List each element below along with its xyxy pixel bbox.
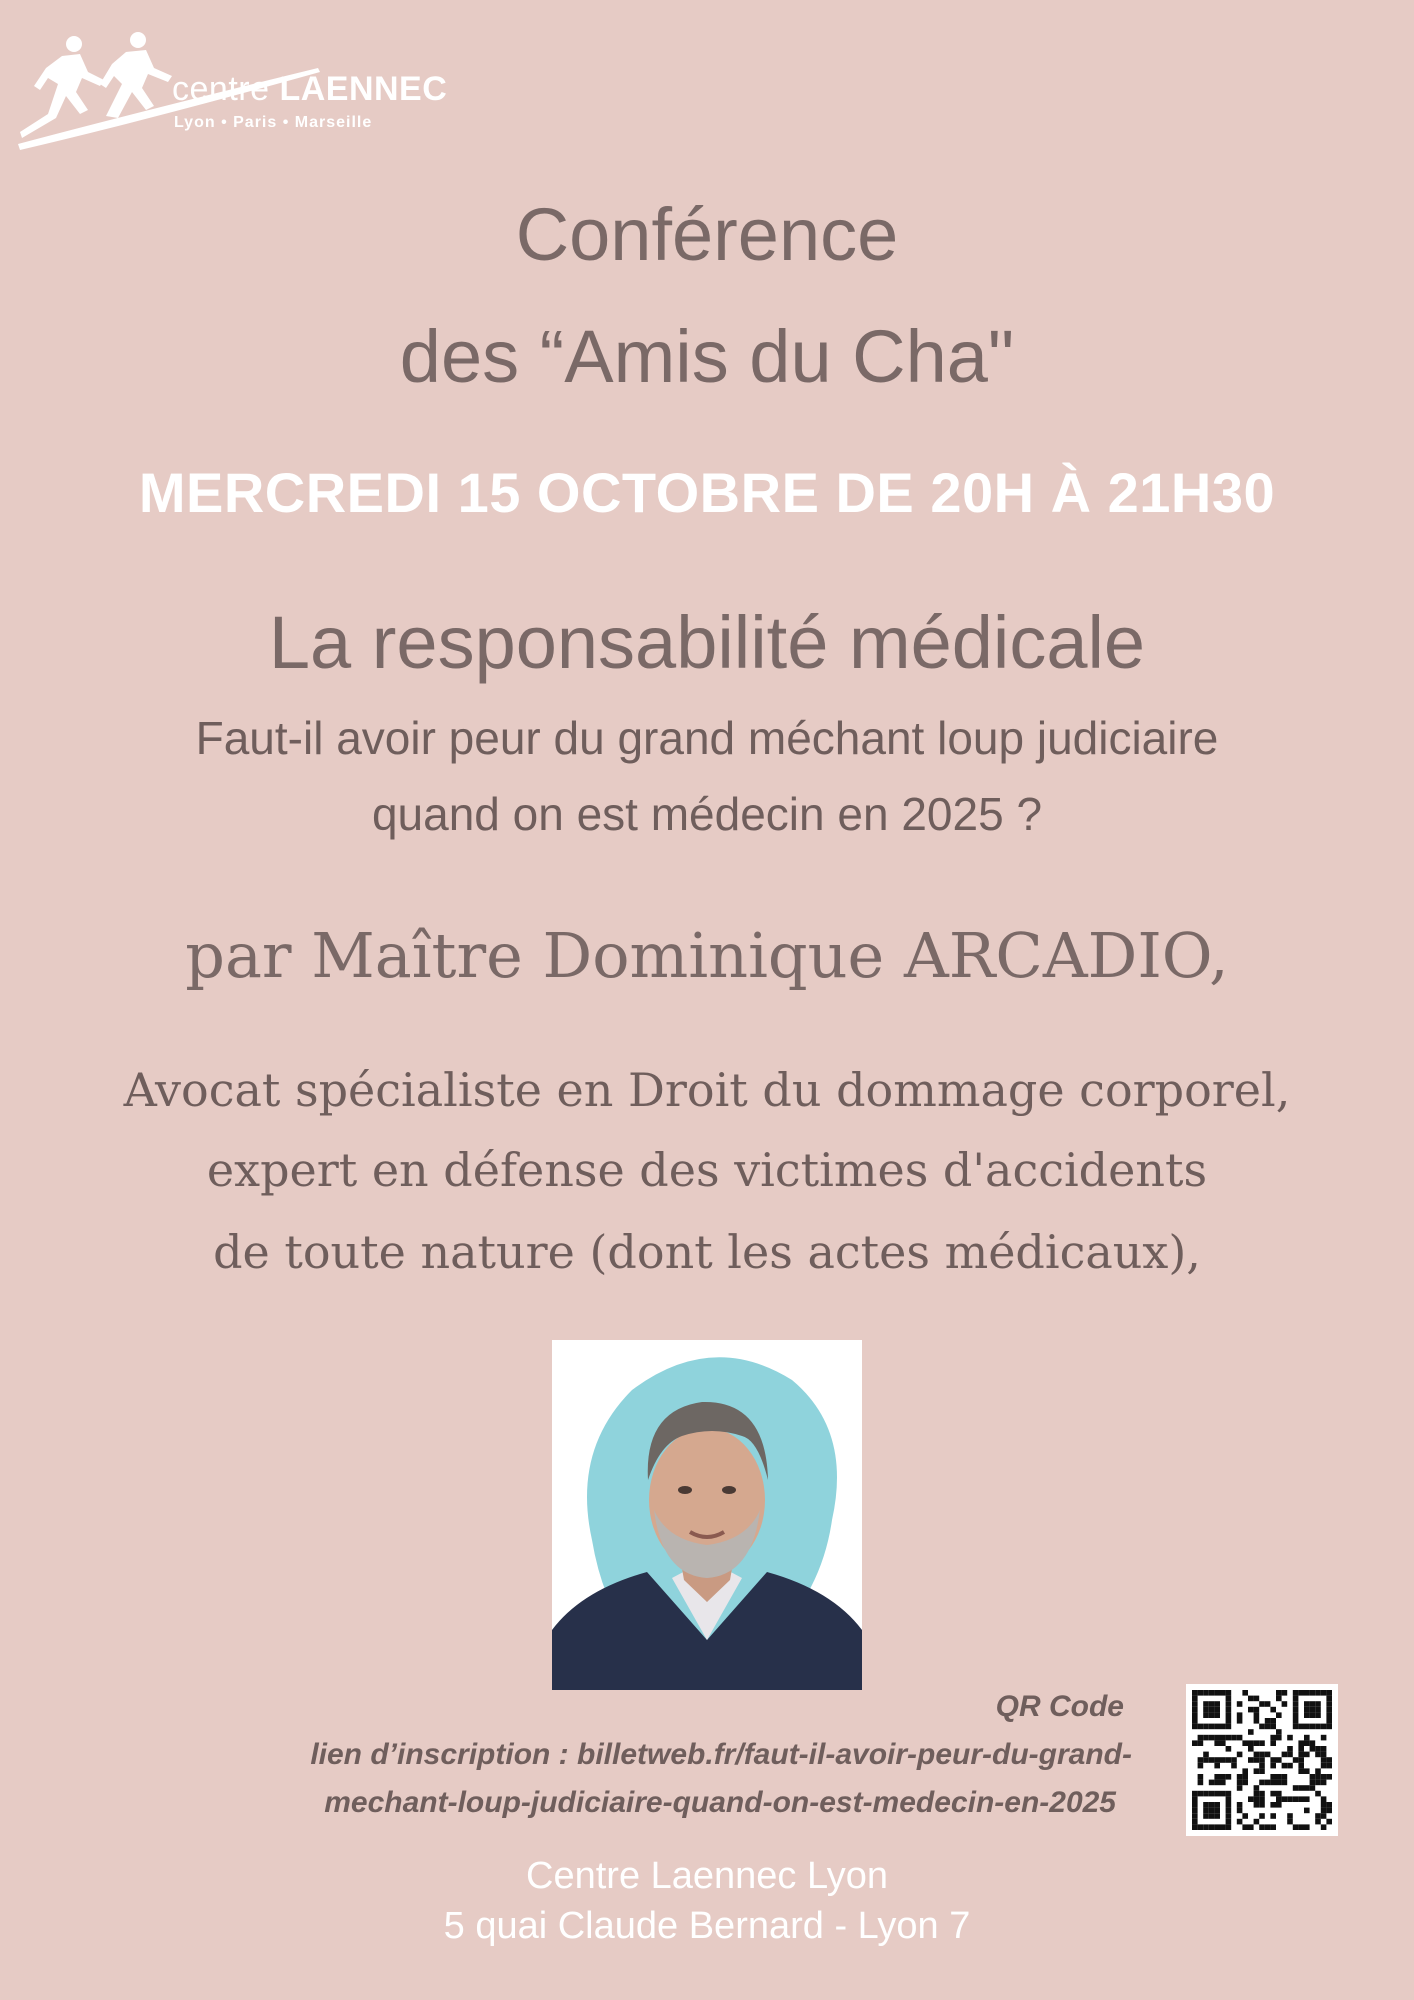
speaker-name: par Maître Dominique ARCADIO,	[185, 919, 1229, 992]
venue-address: 5 quai Claude Bernard - Lyon 7	[443, 1905, 971, 1947]
speaker-bio-line-3: de toute nature (dont les actes médicaux),	[213, 1225, 1201, 1279]
title-line-1: Conférence	[515, 193, 899, 276]
topic-question-line-1: Faut-il avoir peur du grand méchant loup judiciaire	[195, 712, 1219, 764]
venue-name: Centre Laennec Lyon	[526, 1855, 888, 1897]
speaker-bio-line-1: Avocat spécialiste en Droit du dommage corporel,	[123, 1063, 1291, 1117]
title-line-2: des “Amis du Cha"	[399, 315, 1015, 398]
logo-cities: Lyon • Paris • Marseille	[174, 114, 373, 131]
event-date: MERCREDI 15 OCTOBRE DE 20H À 21H30	[138, 461, 1276, 524]
registration-link-line-1[interactable]: lien d’inscription : billetweb.fr/faut-il-avoir-peur-du-grand-	[310, 1738, 1132, 1771]
logo-wordmark: centre LAENNEC	[172, 70, 448, 108]
topic-title: La responsabilité médicale	[268, 601, 1146, 684]
speaker-photo	[552, 1340, 862, 1690]
registration-link-line-2[interactable]: mechant-loup-judiciaire-quand-on-est-medecin-en-2025	[324, 1786, 1116, 1819]
topic-question-line-2: quand on est médecin en 2025 ?	[371, 788, 1043, 840]
qr-code[interactable]	[1186, 1684, 1338, 1836]
qr-code-label: QR Code	[995, 1690, 1124, 1723]
speaker-bio-line-2: expert en défense des victimes d'accidents	[206, 1143, 1208, 1197]
